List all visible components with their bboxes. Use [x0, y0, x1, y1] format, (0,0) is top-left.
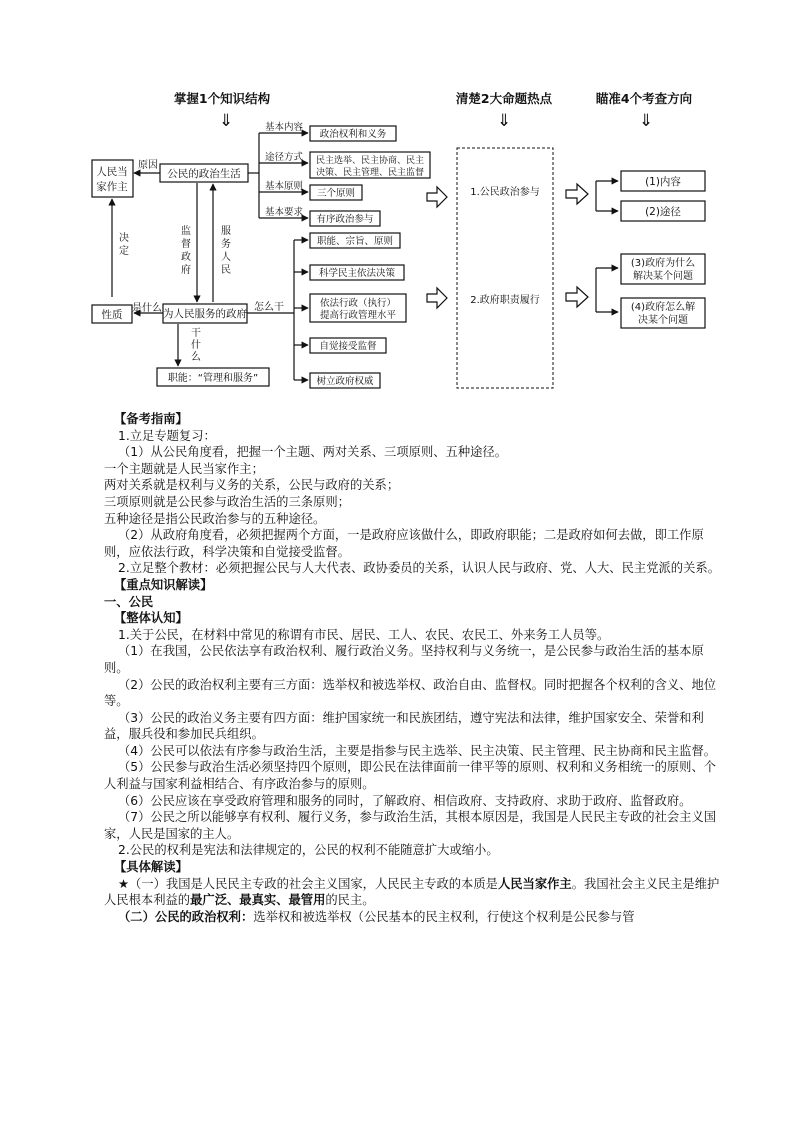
branch-label-content: 基本内容	[264, 122, 304, 133]
label-gan-2: 什	[191, 340, 201, 351]
label-fuwu-4: 民	[221, 265, 231, 276]
para-p8: 2.立足整个教材：必须把握公民与人大代表、政协委员的关系，认识人民与政府、党、人大、民主党派的关系。	[118, 561, 720, 576]
para-p2: （1）从公民角度看，把握一个主题、两对关系、三项原则、五种途径。	[118, 445, 508, 460]
para-r1	[104, 876, 720, 909]
branch-label-requirements: 基本要求	[264, 207, 304, 218]
down-arrow-1: ⇓	[218, 111, 234, 131]
box-gov-law-line1: 依法行政（执行）	[319, 298, 397, 309]
branch-label-principles: 基本原则	[264, 181, 304, 192]
label-jiandu-3: 政	[181, 252, 191, 263]
para-q3: （2）公民的政治权利主要有三方面：选举权和被选举权、政治自由、监督权。同时把握各个权利的含义、地位等。	[104, 677, 717, 709]
direction-3-line1: (3)政府为什么	[630, 258, 696, 269]
label-zenmegan: 怎么干	[254, 302, 284, 313]
direction-1: (1)内容	[645, 176, 681, 188]
label-fuwu-3: 人	[221, 252, 231, 263]
hot-topic-2: 2.政府职责履行	[470, 295, 540, 306]
box-gov-authority: 树立政府权威	[316, 376, 374, 387]
label-jiandu-1: 监	[181, 226, 191, 237]
knowledge-structure-diagram	[0, 0, 794, 400]
para-p4: 两对关系就是权利与义务的关系，公民与政府的关系；	[104, 478, 400, 493]
para-r1-part-e: 的民主。	[325, 893, 375, 908]
para-p5: 三项原则就是公民参与政治生活的三条原则；	[104, 494, 350, 509]
para-q1: 1.关于公民，在材料中常见的称谓有市民、居民、工人、农民、农民工、外来务工人员等。	[118, 627, 610, 642]
label-jueding-2: 定	[119, 246, 129, 257]
box-gov-supervision: 自觉接受监督	[319, 341, 377, 352]
label-jiandu-2: 督	[181, 239, 191, 250]
branch-label-ways: 途径方式	[264, 152, 304, 163]
box-renmin-line2: 家作主	[96, 181, 128, 193]
direction-4-line2: 决某个问题	[638, 315, 688, 326]
box-three-principles: 三个原则	[316, 188, 356, 199]
para-q4: （3）公民的政治义务主要有四方面：维护国家统一和民族团结，遵守宪法和法律，维护国家安全、荣誉和利益，服兵役和参加民兵组织。	[104, 710, 704, 742]
heading-zhengti: 【整体认知】	[114, 611, 188, 626]
heading-beikao: 【备考指南】	[114, 412, 188, 426]
para-r1-part-a: ★（一）我国是人民民主专政的社会主义国家，人民民主专政的本质是	[118, 876, 498, 891]
label-gan-3: 么	[191, 352, 201, 363]
heading-juti: 【具体解读】	[114, 860, 188, 875]
header-knowledge-structure: 掌握1个知识结构	[173, 91, 271, 106]
para-q8: （7）公民之所以能够享有权利、履行义务，参与政治生活，其根本原因是，我国是人民民主专政的社会主义国家，人民是国家的主人。	[104, 810, 717, 841]
para-r2-rest: 选举权和被选举权（公民基本的民主权利，行使这个权利是公民参与管	[253, 909, 635, 924]
down-arrow-2: ⇓	[496, 111, 512, 131]
label-fuwu-1: 服	[221, 226, 231, 237]
heading-zhongdian: 【重点知识解读】	[114, 577, 213, 592]
label-fuwu-2: 务	[221, 239, 231, 250]
para-r2-bold: （二）公民的政治权利：	[118, 909, 254, 924]
para-p3: 一个主题就是人民当家作主；	[104, 461, 264, 476]
para-r1-part-c: 。我国社会主义民主是维护人民根本利益的	[104, 876, 720, 908]
down-arrow-3: ⇓	[638, 111, 654, 131]
label-jueding-1: 决	[119, 233, 129, 244]
hot-topic-1: 1.公民政治参与	[470, 187, 540, 198]
para-q9: 2.公民的权利是宪法和法律规定的，公民的权利不能随意扩大或缩小。	[118, 843, 499, 858]
box-xingzhi: 性质	[101, 309, 123, 321]
para-p7: （2）从政府角度看，必须把握两个方面，一是政府应该做什么，即政府职能；二是政府如何去做，即工作原则，应依法行政，科学决策和自觉接受监督。	[104, 528, 704, 559]
para-q6: （5）公民参与政治生活必须坚持四个原则，即公民在法律面前一律平等的原则、权利和义务相统一的原则、个人利益与国家利益相结合、有序政治参与的原则。	[104, 760, 717, 792]
box-ways-line1: 民主选举、民主协商、民主	[315, 156, 425, 166]
label-yuanyin: 原因	[138, 160, 158, 171]
box-gov-functions: 职能、宗旨、原则	[316, 236, 394, 247]
label-shishenme: 是什么	[132, 303, 162, 314]
header-hot-topics: 清楚2大命题热点	[455, 91, 553, 106]
para-q5: （4）公民可以依法有序参与政治生活，主要是指参与民主选举、民主决策、民主管理、民主协商和民主监督。	[118, 743, 717, 758]
para-p1: 1.立足专题复习：	[118, 428, 216, 443]
para-q2: （1）在我国，公民依法享有政治权利、履行政治义务。坚持权利与义务统一，是公民参与政治生活的基本原则。	[104, 644, 704, 675]
box-gov-decision: 科学民主依法决策	[318, 268, 396, 279]
label-gan-1: 干	[191, 328, 201, 339]
para-r2	[104, 909, 720, 926]
box-orderly-participation: 有序政治参与	[316, 214, 374, 225]
document-body	[104, 411, 720, 925]
box-rights-duties: 政治权利和义务	[319, 129, 387, 140]
box-renmin-line1: 人民当	[96, 166, 128, 178]
para-r1-bold-2: 最广泛、最真实、最管用	[190, 893, 326, 908]
header-exam-directions: 瞄准4个考查方向	[595, 91, 693, 106]
para-q7: （6）公民应该在享受政府管理和服务的同时，了解政府、相信政府、支持政府、求助于政府、监督政府。	[118, 793, 692, 808]
direction-4-line1: (4)政府怎么解	[630, 302, 696, 313]
para-p6: 五种途径是指公民政治参与的五种途径。	[104, 511, 326, 526]
box-gongmin: 公民的政治生活	[167, 168, 241, 180]
box-zhengfu: 为人民服务的政府	[163, 308, 247, 320]
box-ways-line2: 决策、民主管理、民主监督	[315, 168, 425, 178]
direction-2: (2)途径	[645, 206, 681, 218]
label-jiandu-4: 府	[181, 265, 191, 276]
direction-3-line2: 解决某个问题	[633, 271, 693, 282]
box-gov-law-line2: 提高行政管理水平	[319, 310, 397, 321]
box-zhineng: 职能：“管理和服务”	[167, 373, 259, 384]
heading-gongmin: 一、公民	[104, 594, 154, 609]
para-r1-bold-1: 人民当家作主	[497, 876, 572, 891]
